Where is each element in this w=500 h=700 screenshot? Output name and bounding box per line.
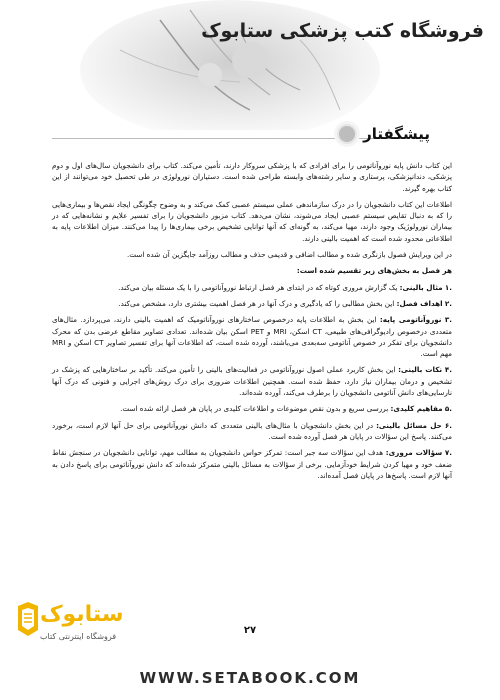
header-banner: [0, 0, 500, 130]
list-item: .۲ اهداف فصل: این بخش مطالبی را که یادگیری و درک آنها در هر فصل اهمیت بیشتری دارد، مشخص می‌کند.: [118, 298, 452, 308]
paragraph: هر فصل به بخش‌های زیر تقسیم شده است:: [296, 266, 452, 276]
logo-name: ستابوک: [40, 602, 124, 627]
list-item: .۴ نکات بالینی: این بخش کاربرد عملی اصول نوروآناتومی در فعالیت‌های بالینی را تأمین می‌کند. تأکید بر ساختارهایی که پزشک در تشخیص و درمان بیماران نیاز دارد، حفظ شده است. همچنین اطلاعات ضروری برای درک روش‌های اجرایی و فنونی که درک آنها نارسایی‌های دانش آناتومی دانشجویان را برطرف می‌کند، آورده شده‌اند.: [52, 365, 452, 398]
list-item: .۶ حل مسائل بالینی: در این بخش دانشجویان با مثال‌های بالینی متعددی که دانش نوروآناتومی برای حل آنها لازم است، برخورد می‌کنند. پاسخ این سؤالات در پایان هر فصل آورده شده است.: [52, 420, 452, 441]
list-item: .۱ مثال بالینی: یک گزارش مروری کوتاه که در ابتدای هر فصل ارتباط نوروآناتومی را با یک مسئله بیان می‌کند.: [118, 282, 452, 292]
setabook-logo[interactable]: [10, 596, 170, 666]
section-heading: [337, 124, 430, 144]
heading-bullet-icon: [337, 124, 357, 144]
logo-tagline: فروشگاه اینترنتی کتاب: [40, 632, 117, 641]
list-item: .۳ نوروآناتومی پایه: این بخش به اطلاعات پایه درخصوص ساختارهای نوروآناتومیک که اهمیت بالینی دارند، می‌پردازد. مثال‌های متعددی درخصوص رادیوگرافی‌های طبیعی، CT اسکن، MRI و PET اسکن بیان شده‌اند. تعدادی تصاویر مقاطع عرضی بدن که محرک دانشجویان برای تفکر در خصوص آناتومی سه‌بعدی می‌باشند، آورده شده است، که اطلاعات آنها برای تفسیر تصاویر CT اسکن و MRI مهم است.: [52, 315, 453, 359]
page-number: ۲۷: [243, 625, 257, 636]
list-item: .۵ مفاهیم کلیدی: بررسی سریع و بدون نقص موضوعات و اطلاعات کلیدی در پایان هر فصل ارائه شده است.: [120, 404, 452, 414]
paragraph: در این ویرایش فصول بازنگری شده و مطالب اضافی و قدیمی حذف و مطالب روزآمد جایگزین آن شده است.: [126, 250, 452, 260]
paragraph: این کتاب دانش پایه نوروآناتومی را برای افرادی که با پزشکی سروکار دارند، تأمین می‌کند. کتاب برای دانشجویان سال‌های اول و دوم پزشکی، دندانپزشکی، پرستاری و سایر رشته‌های وابسته طراحی شده است. دستیاران نورولوژی در طی تحصیل خود می‌توانند از این کتاب بهره گیرند.: [52, 161, 452, 193]
list-item: .۷ سؤالات مروری: هدف این سؤالات سه جبر است: تمرکز حواس دانشجویان به مطالب مهم، توانایی دانشجویان در سنجش نقاط ضعف خود و مهیا کردن شرایط خودآزمایی. برخی از سؤالات به مسائل بالینی متمرکز شده‌اند که دانش نوروآناتومی برای پاسخ دادن به آنها لازم است. پاسخ‌ها در پایان فصل آمده‌اند.: [52, 448, 452, 480]
section-title: پیشگفتار: [363, 125, 430, 143]
book-logo-icon: [14, 600, 42, 642]
header-title: فروشگاه کتب پزشکی ستابوک: [201, 20, 484, 42]
heading-rule: [52, 138, 382, 139]
body-text: [52, 160, 452, 486]
website-link[interactable]: WWW.SETABOOK.COM: [139, 669, 361, 687]
paragraph: اطلاعات این کتاب دانشجویان را در درک سازماندهی عملی سیستم عصبی کمک می‌کند و به وضوح چگونگی ایجاد نقص‌ها و بیماری‌هایی را که به دنبال تقایص سیستم عصبی ایجاد می‌شوند، نشان می‌دهد. کتاب مزبور دانشجویان را برای تفسیر علایم و نشانه‌هایی که در بیماران نورولوژیک وجود دارند، مهیا می‌کند، به گونه‌ای که آنها توانایی تشخیص برخی بیماری‌ها را پیدا می‌کنند. میزان اطلاعات پایه به اطلاعاتی محدود شده است که اهمیت بالینی دارند.: [52, 199, 452, 243]
